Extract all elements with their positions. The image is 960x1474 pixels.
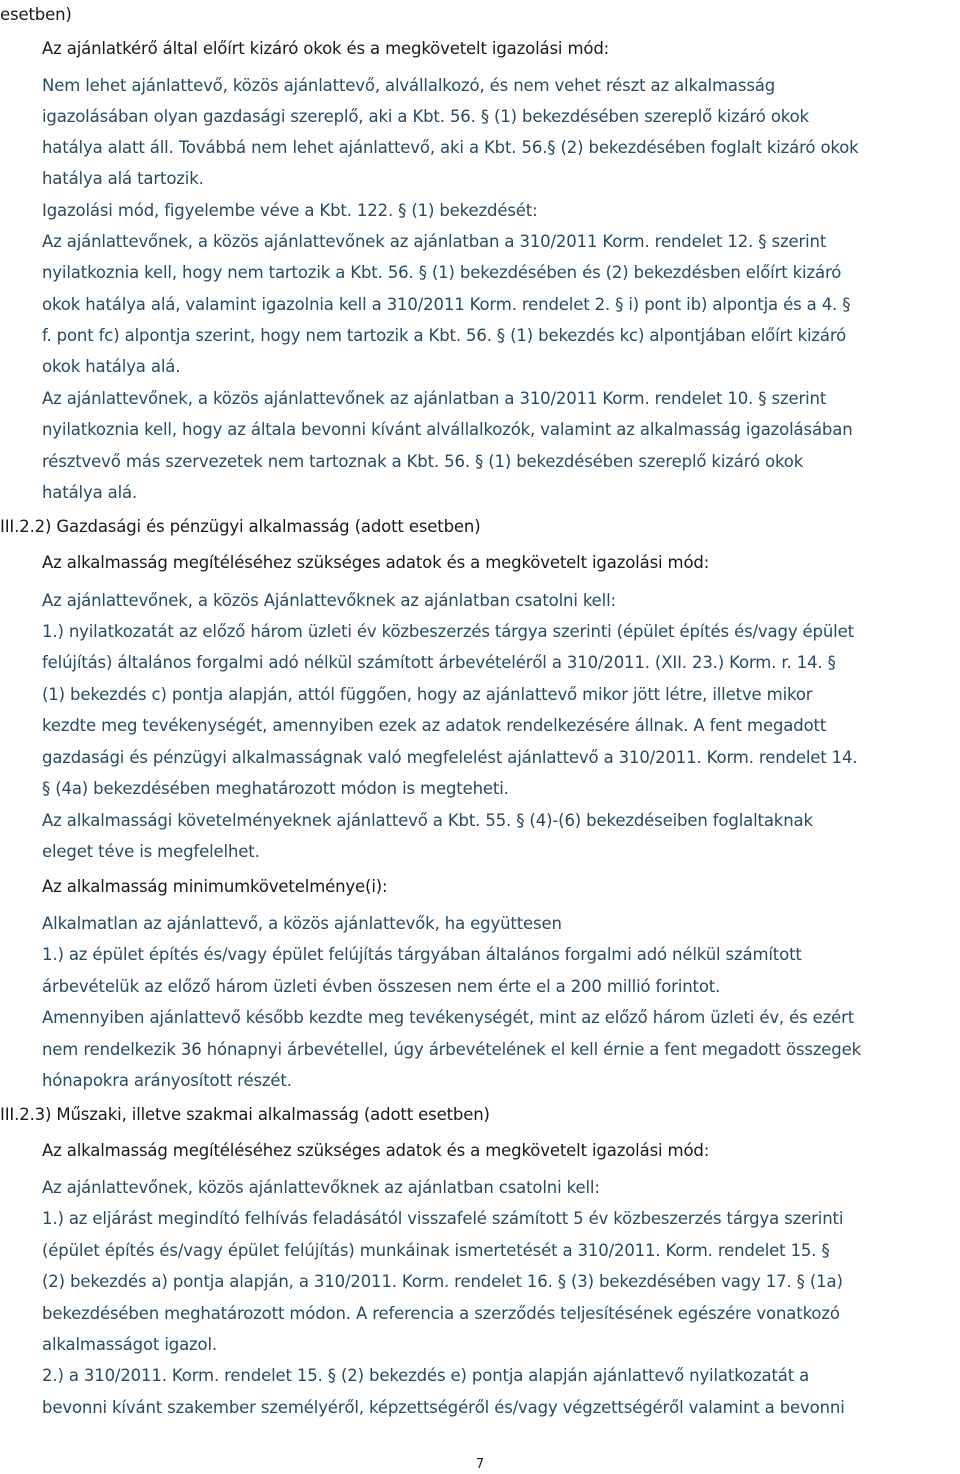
text-line: 1.) nyilatkozatát az előző három üzleti év közbeszerzés tárgya szerinti (épület építés és/vagy épület xyxy=(42,622,854,641)
text-line: (2) bekezdés a) pontja alapján, a 310/2011. Korm. rendelet 16. § (3) bekezdésében vagy 17. § (1a) xyxy=(42,1272,843,1291)
text-line: nyilatkoznia kell, hogy az általa bevonni kívánt alvállalkozók, valamint az alkalmasság igazolásában xyxy=(42,420,853,439)
text-line: Az alkalmassági követelményeknek ajánlattevő a Kbt. 55. § (4)-(6) bekezdéseiben foglaltaknak xyxy=(42,811,813,830)
text-line: kezdte meg tevékenységét, amennyiben ezek az adatok rendelkezésére állnak. A fent megadott xyxy=(42,716,827,735)
text-line: Az ajánlattevőnek, közös ajánlattevőknek az ajánlatban csatolni kell: xyxy=(42,1178,600,1197)
text-line: bekezdésében meghatározott módon. A referencia a szerződés teljesítésének egészére vonatkozó xyxy=(42,1304,840,1323)
text-line: árbevételük az előző három üzleti évben összesen nem érte el a 200 millió forintot. xyxy=(42,977,721,996)
text-line: esetben) xyxy=(0,5,72,24)
text-line: alkalmasságot igazol. xyxy=(42,1335,218,1354)
text-line: § (4a) bekezdésében meghatározott módon is megteheti. xyxy=(42,779,509,798)
text-line: III.2.3) Műszaki, illetve szakmai alkalmasság (adott esetben) xyxy=(0,1105,490,1124)
text-line: okok hatálya alá, valamint igazolnia kell a 310/2011 Korm. rendelet 2. § i) pont ib) alpontja és a 4. § xyxy=(42,295,851,314)
page-number: 7 xyxy=(475,1457,485,1472)
text-line: okok hatálya alá. xyxy=(42,357,181,376)
text-line: nem rendelkezik 36 hónapnyi árbevétellel, úgy árbevételének el kell érnie a fent megadott összegek xyxy=(42,1040,862,1059)
text-line: igazolásában olyan gazdasági szereplő, aki a Kbt. 56. § (1) bekezdésében szereplő kizáró okok xyxy=(42,107,809,126)
text-line: Igazolási mód, figyelembe véve a Kbt. 122. § (1) bekezdését: xyxy=(42,201,538,220)
text-line: hatálya alá. xyxy=(42,483,138,502)
text-line: eleget téve is megfelelhet. xyxy=(42,842,260,861)
text-line: hatálya alá tartozik. xyxy=(42,169,204,188)
text-line: nyilatkoznia kell, hogy nem tartozik a Kbt. 56. § (1) bekezdésében és (2) bekezdésben előírt kizáró xyxy=(42,263,842,282)
text-line: 1.) az eljárást megindító felhívás feladásától visszafelé számított 5 év közbeszerzés tárgya szerinti xyxy=(42,1209,844,1228)
text-line: Nem lehet ajánlattevő, közös ajánlattevő, alvállalkozó, és nem vehet részt az alkalmasság xyxy=(42,76,776,95)
text-line: 1.) az épület építés és/vagy épület felújítás tárgyában általános forgalmi adó nélkül számított xyxy=(42,945,802,964)
text-line: Az alkalmasság minimumkövetelménye(i): xyxy=(42,877,388,896)
text-line: Amennyiben ajánlattevő később kezdte meg tevékenységét, mint az előző három üzleti év, és ezért xyxy=(42,1008,855,1027)
text-line: hatálya alatt áll. Továbbá nem lehet ajánlattevő, aki a Kbt. 56.§ (2) bekezdésében foglalt kizáró okok xyxy=(42,138,859,157)
text-line: résztvevő más szervezetek nem tartoznak a Kbt. 56. § (1) bekezdésében szereplő kizáró okok xyxy=(42,452,804,471)
text-line: f. pont fc) alpontja szerint, hogy nem tartozik a Kbt. 56. § (1) bekezdés kc) alpontjában előírt kizáró xyxy=(42,326,847,345)
text-line: Az ajánlattevőnek, a közös ajánlattevőnek az ajánlatban a 310/2011 Korm. rendelet 10. § szerint xyxy=(42,389,827,408)
text-line: felújítás) általános forgalmi adó nélkül számított árbevételéről a 310/2011. (XII. 23.) Korm. r. 14. § xyxy=(42,653,836,672)
text-line: 2.) a 310/2011. Korm. rendelet 15. § (2) bekezdés e) pontja alapján ajánlattevő nyilatkozatát a xyxy=(42,1366,810,1385)
text-line: hónapokra arányosított részét. xyxy=(42,1071,292,1090)
text-line: gazdasági és pénzügyi alkalmasságnak való megfelelést ajánlattevő a 310/2011. Korm. rendelet 14. xyxy=(42,748,858,767)
text-line: Az alkalmasság megítéléséhez szükséges adatok és a megkövetelt igazolási mód: xyxy=(42,553,710,572)
text-line: bevonni kívánt szakember személyéről, képzettségéről és/vagy végzettségéről valamint a bevonni xyxy=(42,1398,845,1417)
text-line: III.2.2) Gazdasági és pénzügyi alkalmasság (adott esetben) xyxy=(0,517,481,536)
text-line: Az ajánlattevőnek, a közös Ajánlattevőknek az ajánlatban csatolni kell: xyxy=(42,591,616,610)
text-line: Az ajánlattevőnek, a közös ajánlattevőnek az ajánlatban a 310/2011 Korm. rendelet 12. § szerint xyxy=(42,232,827,251)
text-line: Az alkalmasság megítéléséhez szükséges adatok és a megkövetelt igazolási mód: xyxy=(42,1141,710,1160)
text-line: (épület építés és/vagy épület felújítás) munkáinak ismertetését a 310/2011. Korm. rendelet 15. § xyxy=(42,1241,830,1260)
text-line: Alkalmatlan az ajánlattevő, a közös ajánlattevők, ha együttesen xyxy=(42,914,562,933)
text-line: Az ajánlatkérő által előírt kizáró okok és a megkövetelt igazolási mód: xyxy=(42,39,610,58)
text-line: (1) bekezdés c) pontja alapján, attól függően, hogy az ajánlattevő mikor jött létre, illetve mikor xyxy=(42,685,813,704)
